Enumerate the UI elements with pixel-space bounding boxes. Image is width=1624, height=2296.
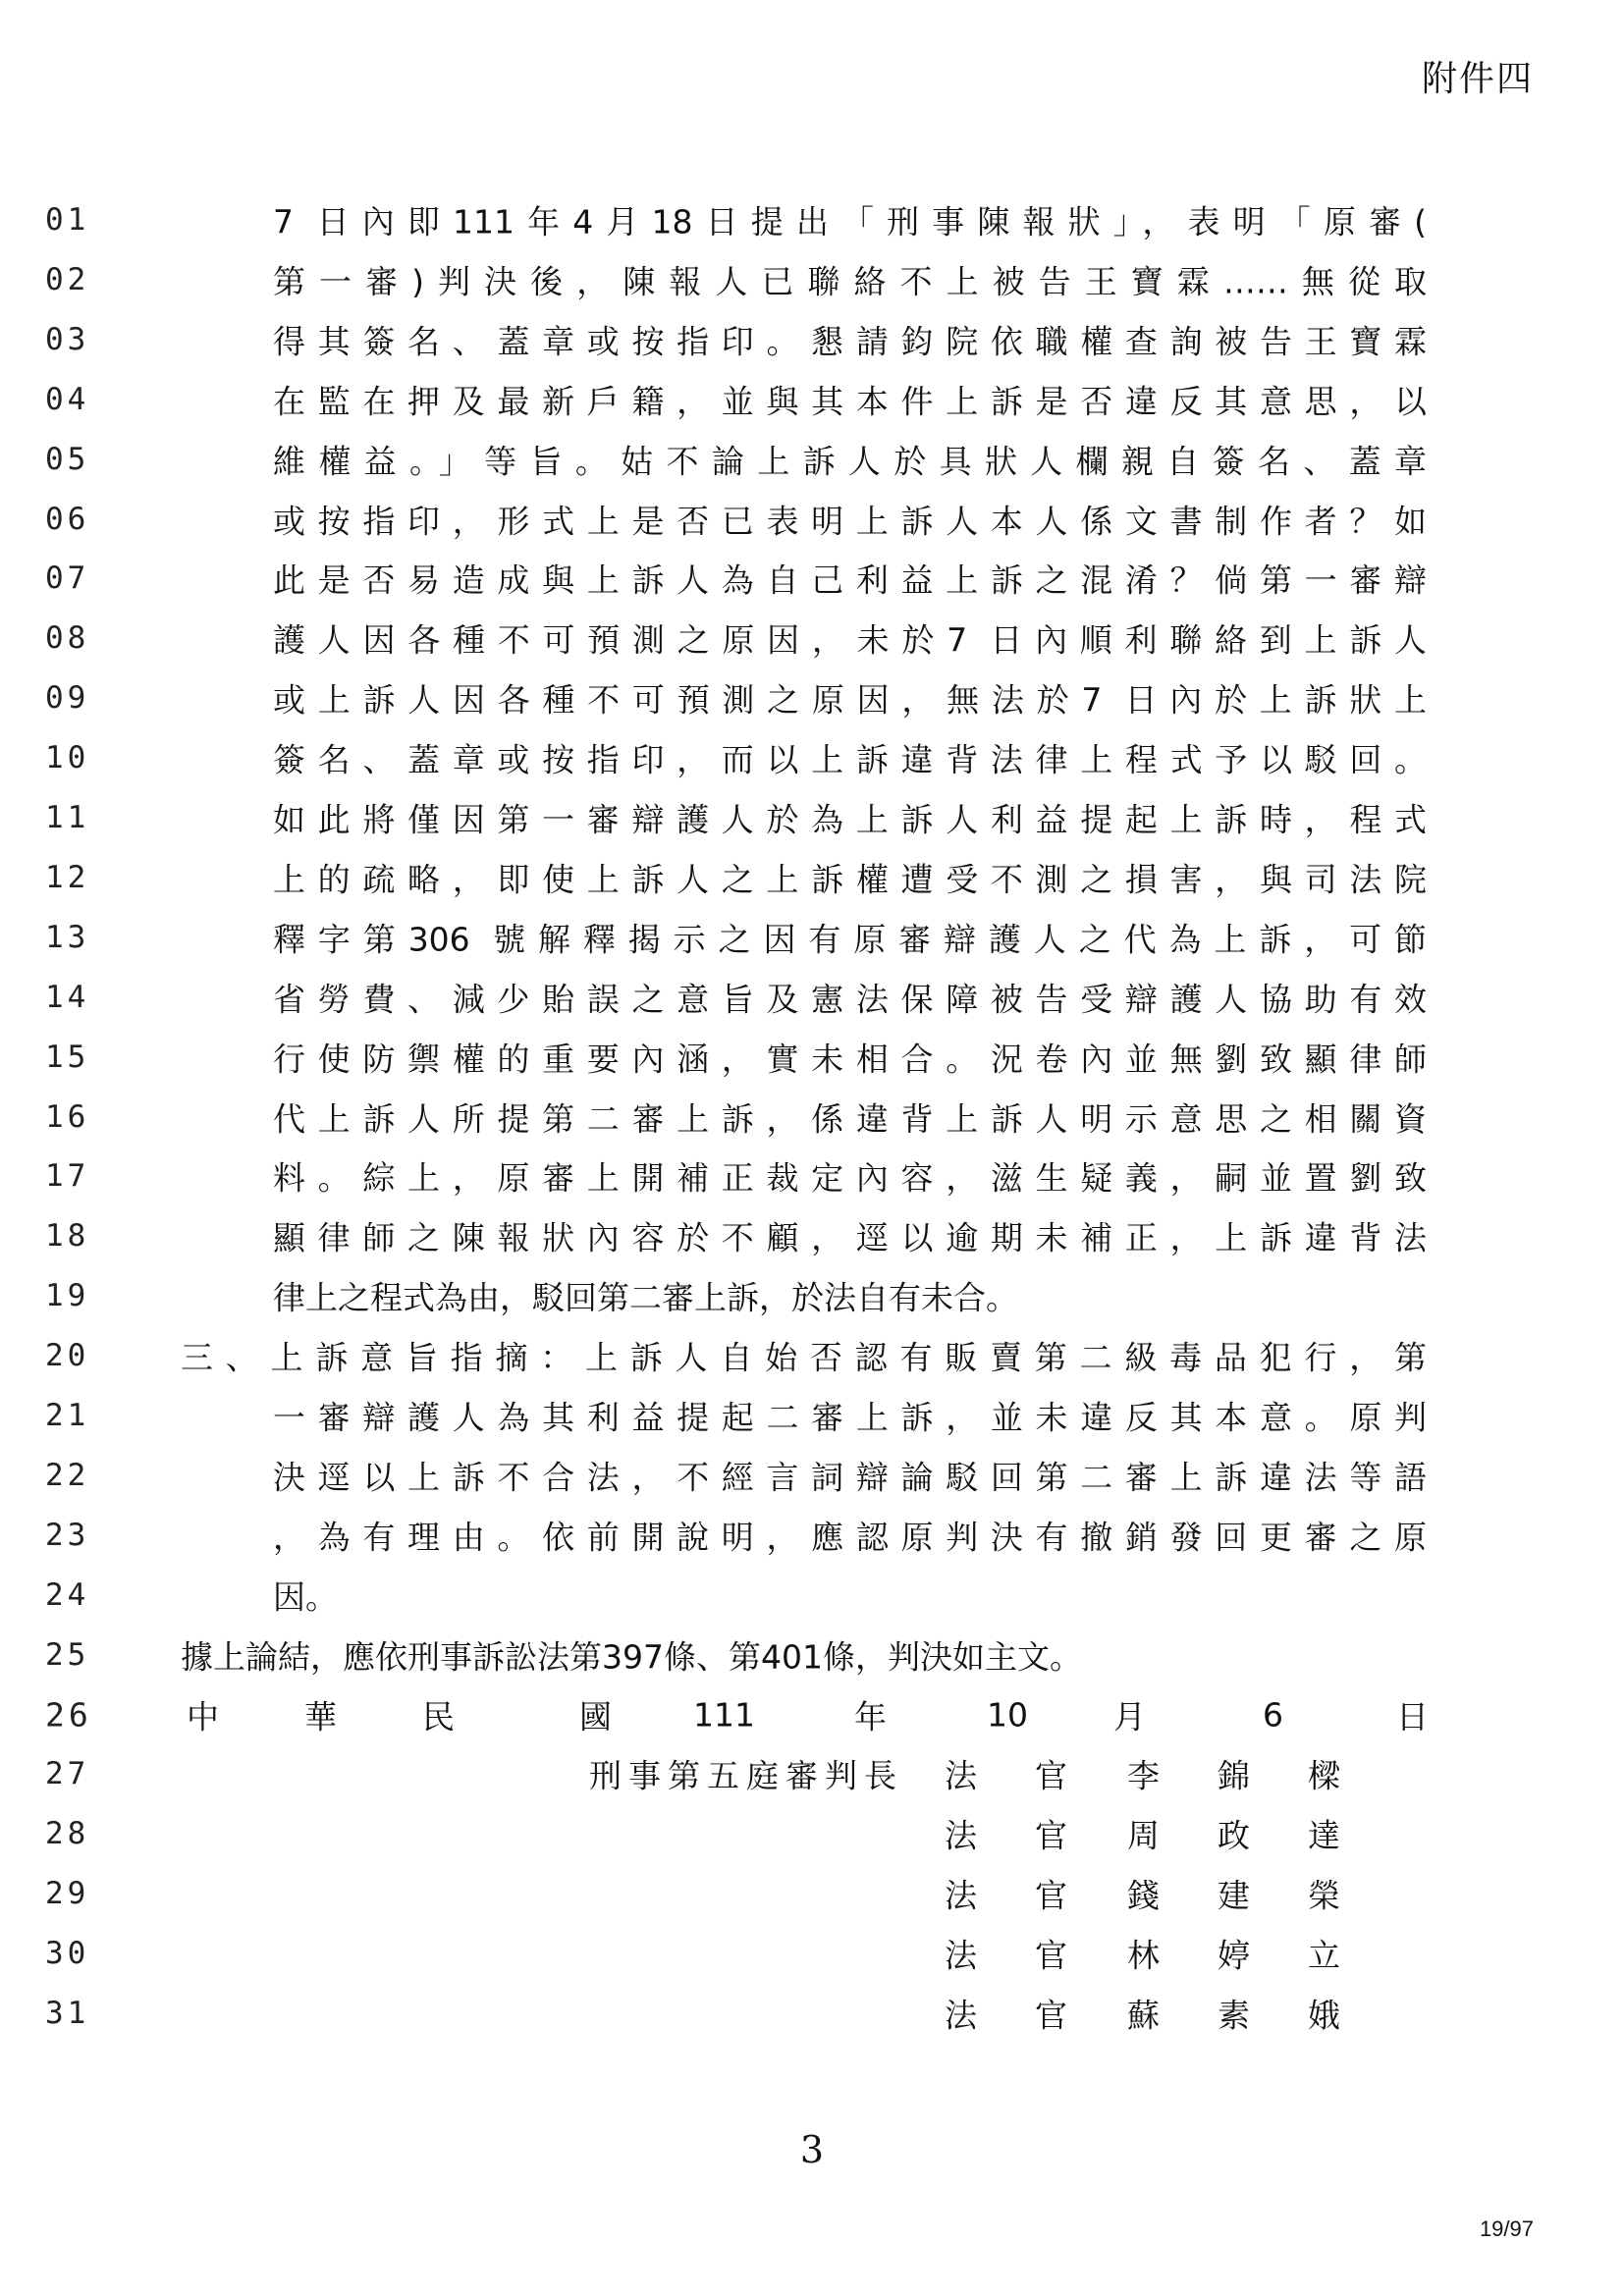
document-line (0, 1506, 1624, 1565)
judge-signature-line (0, 1864, 1624, 1923)
document-line (0, 310, 1624, 369)
document-line (0, 788, 1624, 847)
line-number: 01 (45, 202, 90, 238)
line-text: 代上訴人所提第二審上訴，係違背上訴人明示意思之相關資 (273, 1099, 1427, 1138)
line-number: 09 (45, 680, 90, 717)
line-text: 或上訴人因各種不可預測之原因，無法於7 日內於上訴狀上 (273, 680, 1427, 720)
document-line (0, 848, 1624, 907)
line-text: 在監在押及最新戶籍，並與其本件上訴是否違反其意思，以 (273, 382, 1427, 421)
line-text: 因。 (273, 1577, 338, 1617)
document-line (0, 1028, 1624, 1087)
line-number: 22 (45, 1457, 90, 1493)
line-text: 得其簽名、蓋章或按指印。懇請鈞院依職權查詢被告王寶霖 (273, 322, 1427, 361)
date-part: 日 (1396, 1697, 1429, 1735)
line-number: 16 (45, 1098, 90, 1135)
line-text: 顯律師之陳報狀內容於不顧，逕以逾期未補正，上訴違背法 (273, 1218, 1427, 1257)
judge-signature-line (0, 1744, 1624, 1803)
judge-signature-line (0, 1984, 1624, 2043)
line-text: ，為有理由。依前開說明，應認原判決有撤銷發回更審之原 (273, 1518, 1427, 1557)
line-number: 13 (45, 919, 90, 955)
line-text: 一審辯護人為其利益提起二審上訴，並未違反其本意。原判 (273, 1398, 1427, 1437)
judge-label: 法 官 (945, 1816, 1067, 1855)
line-text: 護人因各種不可預測之原因，未於7 日內順利聯絡到上訴人 (273, 620, 1427, 660)
document-line (0, 1088, 1624, 1147)
line-number: 08 (45, 620, 90, 657)
date-part: 年 (854, 1697, 887, 1735)
document-line (0, 728, 1624, 787)
line-number: 25 (45, 1636, 90, 1673)
date-part: 民 (422, 1697, 455, 1735)
line-number: 23 (45, 1517, 90, 1553)
judge-label: 法 官 (945, 1756, 1067, 1795)
document-line (0, 609, 1624, 667)
page-number: 3 (799, 2128, 825, 2171)
line-text: 如此將僅因第一審辯護人於為上訴人利益提起上訴時，程式 (273, 800, 1427, 839)
document-line (0, 1566, 1624, 1625)
line-text: 或按指印，形式上是否已表明上訴人本人係文書制作者？如 (273, 502, 1427, 540)
line-number: 31 (45, 1996, 90, 2031)
line-text: 料。綜上，原審上開補正裁定內容，滋生疑義，嗣並置劉致 (273, 1158, 1427, 1198)
document-line (0, 250, 1624, 309)
court-division-title: 刑事第五庭審判長 (589, 1756, 903, 1795)
page-count: 19/97 (1479, 2216, 1534, 2241)
line-number: 19 (45, 1278, 90, 1314)
line-text: 據上論結，應依刑事訴訟法第397條、第401條，判決如主文。 (181, 1637, 1082, 1677)
judge-label: 法 官 (945, 1876, 1067, 1915)
document-line (0, 490, 1624, 549)
judgment-date-line (0, 1685, 1624, 1744)
line-number: 30 (45, 1936, 90, 1972)
line-number: 05 (45, 441, 90, 477)
line-number: 15 (45, 1039, 90, 1075)
judge-name: 林 婷 立 (1127, 1936, 1340, 1975)
document-line (0, 968, 1624, 1027)
document-line (0, 430, 1624, 489)
date-part: 中 (187, 1697, 219, 1735)
line-text: 三、上訴意旨指摘：上訴人自始否認有販賣第二級毒品犯行，第 (181, 1338, 1427, 1377)
line-number: 11 (45, 800, 90, 835)
line-number: 03 (45, 321, 90, 357)
line-text: 7 日內即111年4月18日提出「刑事陳報狀」，表明「原審( (273, 202, 1427, 241)
date-part: 111 (693, 1695, 755, 1734)
line-text: 維權益。」等旨。姑不論上訴人於具狀人欄親自簽名、蓋章 (273, 442, 1427, 481)
date-part: 華 (304, 1697, 337, 1735)
line-number: 21 (45, 1398, 90, 1433)
line-number: 29 (45, 1876, 90, 1912)
line-text: 上的疏略，即使上訴人之上訴權遭受不測之損害，與司法院 (273, 860, 1427, 899)
document-line (0, 1446, 1624, 1505)
line-number: 28 (45, 1816, 90, 1852)
judge-label: 法 官 (945, 1996, 1067, 2035)
judge-label: 法 官 (945, 1936, 1067, 1975)
line-number: 04 (45, 381, 90, 417)
document-line (0, 549, 1624, 608)
line-text: 第一審)判決後，陳報人已聯絡不上被告王寶霖……無從取 (273, 262, 1427, 301)
document-line (0, 1326, 1624, 1385)
line-number: 20 (45, 1338, 90, 1374)
line-number: 12 (45, 859, 90, 895)
judge-name: 李 錦 樑 (1127, 1756, 1340, 1795)
document-line (0, 1386, 1624, 1445)
judge-signature-line (0, 1804, 1624, 1863)
line-text: 律上之程式為由，駁回第二審上訴，於法自有未合。 (273, 1278, 1018, 1317)
document-line (0, 1626, 1624, 1684)
line-text: 行使防禦權的重要內涵，實未相合。況卷內並無劉致顯律師 (273, 1040, 1427, 1079)
document-line (0, 908, 1624, 967)
date-part: 月 (1113, 1697, 1146, 1735)
judge-name: 蘇 素 娥 (1127, 1996, 1340, 2035)
line-number: 27 (45, 1756, 90, 1792)
line-text: 此是否易造成與上訴人為自己利益上訴之混淆？倘第一審辯 (273, 561, 1427, 600)
judge-name: 周 政 達 (1127, 1816, 1340, 1855)
document-line (0, 190, 1624, 249)
document-line (0, 1266, 1624, 1325)
line-text: 簽名、蓋章或按指印，而以上訴違背法律上程式予以駁回。 (273, 740, 1427, 779)
line-number: 17 (45, 1158, 90, 1195)
line-number: 26 (45, 1695, 92, 1734)
line-text: 決逕以上訴不合法，不經言詞辯論駁回第二審上訴違法等語 (273, 1458, 1427, 1497)
line-number: 02 (45, 261, 90, 297)
document-line (0, 1147, 1624, 1205)
date-part: 國 (579, 1697, 612, 1735)
line-number: 07 (45, 561, 90, 597)
document-line (0, 668, 1624, 727)
document-line (0, 370, 1624, 429)
judge-name: 錢 建 榮 (1127, 1876, 1340, 1915)
line-number: 06 (45, 501, 90, 537)
judge-signature-line (0, 1924, 1624, 1983)
document-line (0, 1206, 1624, 1265)
line-number: 18 (45, 1218, 90, 1255)
line-text: 省勞費、減少貽誤之意旨及憲法保障被告受辯護人協助有效 (273, 980, 1427, 1019)
line-text: 釋字第306 號解釋揭示之因有原審辯護人之代為上訴，可節 (273, 920, 1427, 959)
line-number: 24 (45, 1576, 90, 1613)
date-part: 10 (987, 1695, 1028, 1734)
attachment-label: 附件四 (1421, 59, 1534, 99)
line-number: 14 (45, 979, 90, 1015)
line-number: 10 (45, 740, 90, 776)
date-part: 6 (1263, 1695, 1283, 1734)
